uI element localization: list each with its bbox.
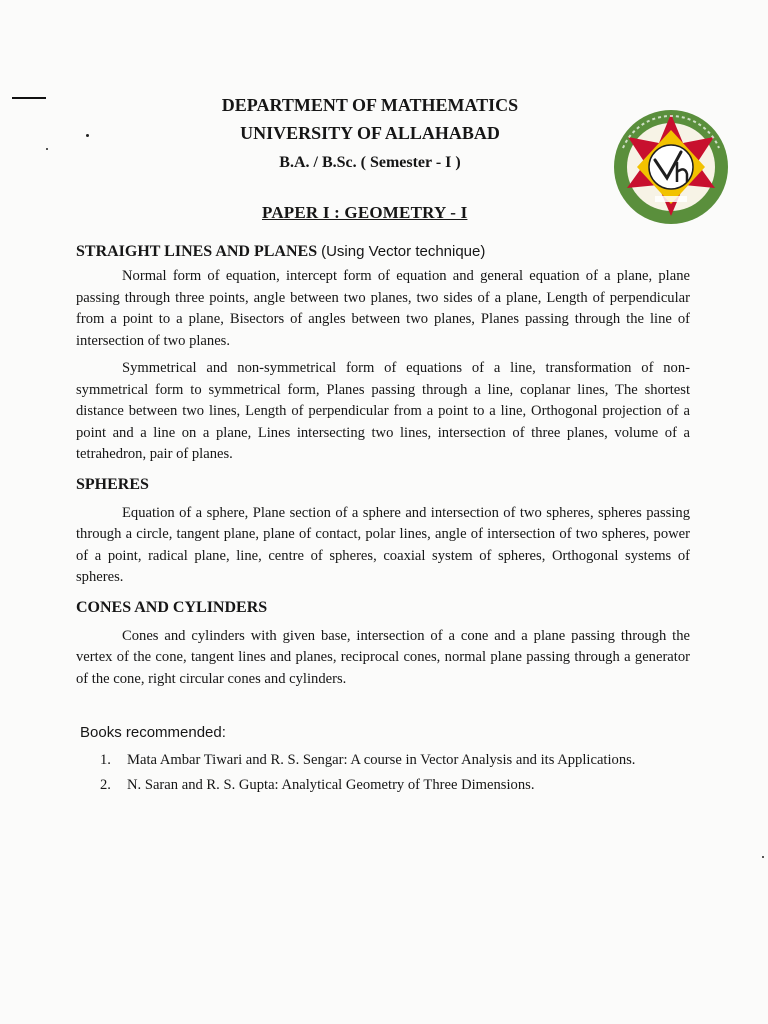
list-number: 1. (100, 752, 111, 768)
list-number: 2. (100, 777, 111, 793)
book-title: Mata Ambar Tiwari and R. S. Sengar: A course in Vector Analysis and its Applications. (127, 752, 636, 768)
section-paragraph: Equation of a sphere, Plane section of a sphere and intersection of two spheres, spheres passing through a circle, tangent plane, plane of contact, polar lines, angle of intersection of two spheres, power of a point, radical plane, line, centre of spheres, coaxial system of spheres, Orthogonal systems of spheres. (76, 504, 690, 585)
section-paragraph: Symmetrical and non-symmetrical form of equations of a line, transformation of non-symmetrical form to symmetrical form, Planes passing through a line, coplanar lines, The shortest distance between two lines, Length of perpendicular from a point to a line, Orthogonal projection of a point and a line on a plane, Lines intersecting two lines, intersection of three planes, volume of a tetrahedron, pair of planes. (76, 360, 690, 462)
paper-title: PAPER I : GEOMETRY - I (262, 203, 468, 222)
margin-dash (12, 97, 46, 99)
list-item (100, 775, 692, 795)
books-list (100, 750, 692, 800)
books-heading: Books recommended: (80, 724, 226, 741)
university-seal-icon (601, 108, 741, 226)
section-paragraph: Normal form of equation, intercept form of equation and general equation of a plane, plane passing through three points, angle between two planes, two sides of a plane, Length of perpendicular from a point to a plane, Bisectors of angles between two planes, Planes passing through the line of intersection of two planes. (76, 268, 690, 349)
section-heading: STRAIGHT LINES AND PLANES (Using Vector technique) (76, 243, 486, 260)
section-subheading: (Using Vector technique) (321, 243, 486, 260)
scan-speck (762, 856, 764, 858)
list-item (100, 750, 692, 770)
document-header (200, 92, 540, 175)
course-title: B.A. / B.Sc. ( Semester - I ) (279, 154, 461, 171)
syllabus-content (76, 240, 690, 690)
scan-speck (86, 134, 89, 137)
scan-speck (46, 148, 48, 150)
section-heading: SPHERES (76, 475, 149, 493)
section-heading: CONES AND CYLINDERS (76, 598, 268, 616)
section-paragraph: Cones and cylinders with given base, intersection of a cone and a plane passing through the vertex of the cone, tangent lines and planes, reciprocal cones, normal plane passing through a generator of the cone, right circular cones and cylinders. (76, 627, 690, 687)
book-title: N. Saran and R. S. Gupta: Analytical Geometry of Three Dimensions. (127, 777, 535, 793)
department-title: DEPARTMENT OF MATHEMATICS (221, 95, 519, 115)
university-title: UNIVERSITY OF ALLAHABAD (240, 123, 500, 143)
